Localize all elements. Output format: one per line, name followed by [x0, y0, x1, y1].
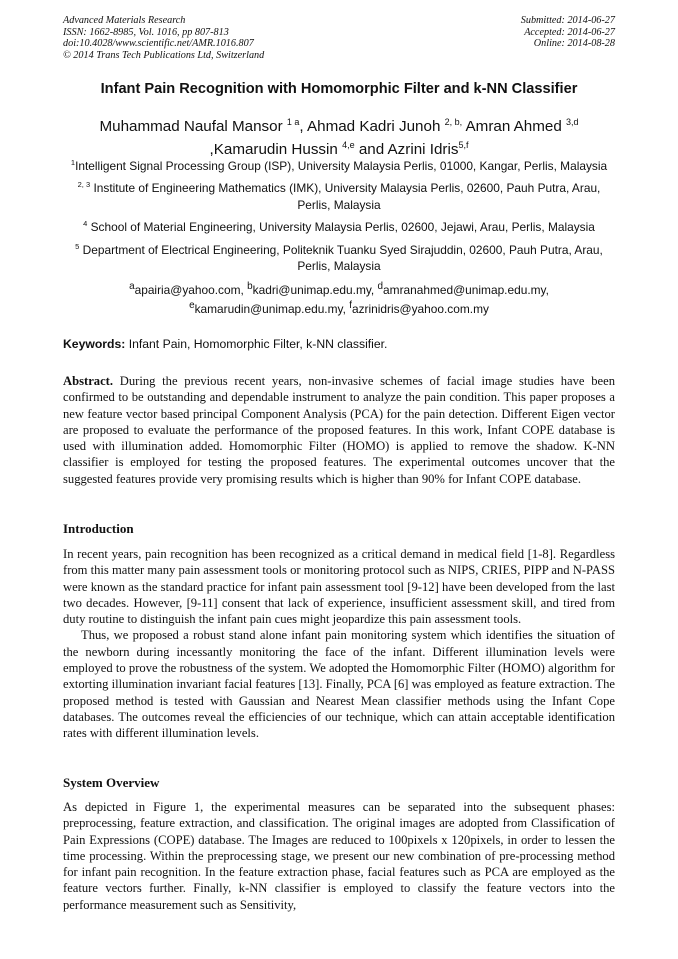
author-name: Muhammad Naufal Mansor	[99, 118, 283, 136]
author-name: Ahmad Kadri Junoh	[307, 118, 441, 136]
author-list: Muhammad Naufal Mansor $^{1 a}$, Ahmad Kadri Junoh $^{2, b,}$ Amran Ahmed $^{3,d}$ ,Kamarudin Hussin $^{4,e}$ and Azrini Idris$^{5,f}$	[99, 117, 579, 159]
paragraph: In recent years, pain recognition has been recognized as a critical demand in medical field [1-8]. Regardless from this matter many pain assessment tools or monitoring protocol such as NIPS, CRIES, PIPP and N-PASS were known as the standard practice for infant pain assessment tool [9-12] have been developed from the last two decades. However, [9-11] consent that lack of experience, insufficient assessment skill, and tired from duty routine to distinguish the infant pain cues might jeopardize this pain assessment tools.	[63, 547, 615, 627]
introduction-body	[63, 546, 615, 742]
journal-info	[63, 15, 264, 61]
affiliation-text: Intelligent Signal Processing Group (ISP), University Malaysia Perlis, 01000, Kangar, Perlis, Malaysia	[75, 158, 608, 173]
issn-line: ISSN: 1662-8985, Vol. 1016, pp 807-813	[63, 26, 229, 38]
author-name: Amran Ahmed	[465, 118, 562, 136]
email-address[interactable]: azrinidris@yahoo.com.my	[351, 301, 489, 316]
affiliation-marker: 4	[83, 219, 88, 229]
submitted-date: Submitted: 2014-06-27	[520, 15, 615, 26]
submission-dates	[521, 15, 615, 50]
author-affil-marker: 3,d	[566, 117, 579, 127]
affiliation-item	[60, 239, 618, 275]
email-marker: b	[247, 280, 253, 292]
email-address[interactable]: apairia@yahoo.com,	[134, 282, 248, 297]
accepted-date: Accepted: 2014-06-27	[524, 26, 615, 38]
author-affil-marker: 4,e	[342, 140, 355, 151]
copyright-line: © 2014 Trans Tech Publications Ltd, Switzerland	[63, 49, 265, 61]
affiliation-marker: 2, 3	[77, 180, 91, 190]
author-name: ,Kamarudin Hussin	[209, 141, 338, 159]
email-marker: d	[377, 280, 384, 292]
affiliation-text: School of Material Engineering, University Malaysia Perlis, 02600, Jejawi, Arau, Perlis, Malaysia	[90, 220, 595, 235]
email-address[interactable]: amranahmed@unimap.edu.my,	[383, 282, 549, 297]
keywords-text: Infant Pain, Homomorphic Filter, k-NN classifier.	[125, 337, 388, 351]
affiliation-text: Institute of Engineering Mathematics (IMK), University Malaysia Perlis, 02600, Pauh Putra, Arau, Perlis, Malaysia	[93, 181, 601, 212]
paragraph: Thus, we proposed a robust stand alone infant pain monitoring system which identifies the situation of the newborn during incessantly monitoring the face of the infant. Different illumination levels were employed to prove the robustness of the system. We adopted the Homomorphic Filter (HOMO) algorithm for extorting illumination invariant facial features [13]. Finally, PCA [6] was employed as feature extraction. The proposed method is tested with Gaussian and Nearest Mean classifier methods using the Infant Cope databases. The outcomes reveal the efficiencies of our technique, which can attain acceptable identification rates with different illumination levels.	[63, 628, 615, 741]
affiliation-item	[60, 177, 618, 213]
email-address[interactable]: kamarudin@unimap.edu.my,	[194, 301, 350, 316]
online-date: Online: 2014-08-28	[533, 38, 615, 50]
introduction-heading: Introduction	[63, 521, 134, 536]
paragraph: As depicted in Figure 1, the experimental measures can be separated into the subsequent phases: preprocessing, feature extraction, and classification. The original images are adopted from Classification of Pain Expressions (COPE) database. The Images are reduced to 100pixels x 120pixels, in order to lessen the time processing. Within the preprocessing stage, we present our new combination of pre-processing method for infant pain recognition. In the feature extraction phase, facial features such as PCA are employed as the feature vectors further. Finally, k-NN classifier is employed to classify the feature vectors into the performance measurement such as Sensitivity,	[63, 800, 615, 912]
email-address[interactable]: kadri@unimap.edu.my,	[252, 282, 378, 297]
email-marker: e	[189, 299, 195, 311]
paper-title: Infant Pain Recognition with Homomorphic Filter and k-NN Classifier	[100, 81, 578, 97]
system-overview-body	[63, 799, 615, 913]
system-overview-heading: System Overview	[63, 775, 160, 790]
abstract	[63, 373, 615, 487]
affiliation-marker: 1	[70, 158, 76, 167]
affiliation-item	[60, 155, 618, 174]
abstract-label: Abstract.	[63, 374, 114, 388]
author-affil-marker: 5,f	[458, 140, 469, 151]
doi-line: doi:10.4028/www.scientific.net/AMR.1016.807	[63, 38, 254, 50]
affiliation-marker: 5	[75, 241, 80, 251]
email-list	[60, 279, 618, 317]
email-marker: f	[349, 299, 352, 311]
affiliation-item	[60, 216, 618, 235]
affiliations	[60, 155, 618, 317]
abstract-text: During the previous recent years, non-invasive schemes of facial image studies have been confirmed to be outstanding and dependable instrument to analyze the pain condition. This paper proposes a new feature vector based principal Component Analysis (PCA) for the pain detection. Different Eigen vector are proposed to evaluate the performance of the proposed features. In this work, Infant COPE database is used with illumination added. Homomorphic Filter (HOMO) is applied to remove the shadow. K-NN classifier is employed for testing the proposed features. The experimental outcomes uncover that the suggested features provide very promising results which is higher than 90% for Infant COPE database.	[63, 374, 615, 486]
keywords	[63, 337, 615, 351]
author-affil-marker: 2, b,	[444, 117, 463, 127]
author-affil-marker: 1 a	[286, 117, 300, 127]
email-marker: a	[129, 280, 135, 292]
author-name: and Azrini Idris	[358, 141, 459, 159]
journal-name: Advanced Materials Research	[63, 15, 186, 26]
keywords-label: Keywords:	[63, 337, 126, 351]
affiliation-text: Department of Electrical Engineering, Politeknik Tuanku Syed Sirajuddin, 02600, Pauh Putra, Arau, Perlis, Malaysia	[82, 242, 603, 274]
